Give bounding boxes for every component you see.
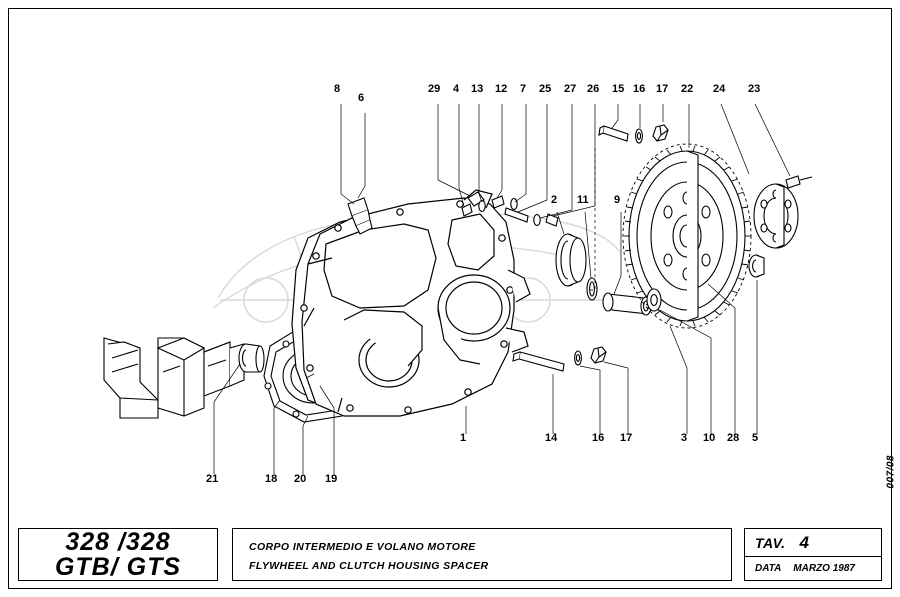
callout-26: 26 xyxy=(587,83,600,95)
callout-18: 18 xyxy=(265,473,278,485)
bolt-23 xyxy=(786,176,812,188)
o-ring-11 xyxy=(587,278,597,300)
model-block xyxy=(18,528,218,581)
date-value: MARZO 1987 xyxy=(793,563,855,574)
callout-23: 23 xyxy=(748,83,761,95)
top-stud-15 xyxy=(599,126,628,141)
crankshaft-assembly xyxy=(104,338,244,418)
callout-8: 8 xyxy=(334,83,341,95)
callout-12: 12 xyxy=(495,83,508,95)
description-block xyxy=(232,528,732,581)
callout-25: 25 xyxy=(539,83,552,95)
callout-22: 22 xyxy=(681,83,694,95)
callout-27: 27 xyxy=(564,83,577,95)
callout-2: 2 xyxy=(551,194,558,206)
clutch-housing-spacer xyxy=(292,190,530,416)
tav-number: 4 xyxy=(799,532,809,552)
title-english: FLYWHEEL AND CLUTCH HOUSING SPACER xyxy=(249,560,489,572)
callout-16-bottom: 16 xyxy=(592,432,605,444)
callout-17-bottom: 17 xyxy=(620,432,633,444)
date-label: DATA xyxy=(755,563,782,574)
callout-10: 10 xyxy=(703,432,716,444)
crankshaft-oil-seal xyxy=(556,234,586,286)
nut-17-top xyxy=(653,125,668,141)
callout-1: 1 xyxy=(460,432,467,444)
callout-19: 19 xyxy=(325,473,338,485)
model-line-1: 328 /328 xyxy=(65,527,171,556)
date-row xyxy=(745,557,881,580)
sheet-code: 007/08 xyxy=(886,455,897,489)
tav-label: TAV. xyxy=(755,534,786,551)
callout-21: 21 xyxy=(206,473,219,485)
flywheel-spacer-plate-24 xyxy=(754,184,798,248)
callout-9: 9 xyxy=(614,194,621,206)
washer-16-top xyxy=(636,129,643,143)
callout-5: 5 xyxy=(752,432,759,444)
exploded-parts-diagram xyxy=(8,8,892,518)
washer-10 xyxy=(647,289,661,311)
fastener-group-bottom xyxy=(513,347,606,371)
callout-11: 11 xyxy=(577,194,589,206)
tav-row xyxy=(745,529,881,557)
callout-29: 29 xyxy=(428,83,441,95)
callout-24: 24 xyxy=(713,83,726,95)
table-number-block xyxy=(744,528,882,581)
pilot-bearing-5 xyxy=(749,255,764,277)
model-line-2: GTB/ GTS xyxy=(54,552,182,581)
callout-3: 3 xyxy=(681,432,688,444)
callout-13: 13 xyxy=(471,83,484,95)
callout-15: 15 xyxy=(612,83,625,95)
callout-20: 20 xyxy=(294,473,307,485)
callout-17-top: 17 xyxy=(656,83,669,95)
callout-28: 28 xyxy=(727,432,740,444)
callout-6: 6 xyxy=(358,92,365,104)
title-italian: CORPO INTERMEDIO E VOLANO MOTORE xyxy=(249,541,476,553)
callout-7: 7 xyxy=(520,83,527,95)
callout-16-top: 16 xyxy=(633,83,646,95)
callout-14: 14 xyxy=(545,432,558,444)
callout-4: 4 xyxy=(453,83,460,95)
